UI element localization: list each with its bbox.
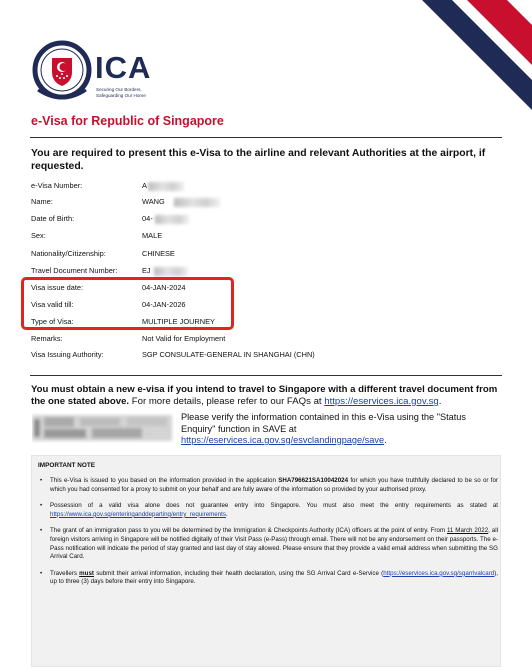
faq-link[interactable]: https://eservices.ica.gov.sg [324,396,439,407]
qr-code-redacted [32,413,177,443]
bullet-icon: • [40,502,43,510]
present-notice: You are required to present this e-Visa to the airline and relevant Authorities at the airport, if requested. [31,148,486,172]
note-text: Travellers [50,569,80,577]
detail-value: MULTIPLE JOURNEY [142,317,215,326]
sg-arrival-card-link[interactable]: https://eservices.ica.gov.sg/sgarrivalcard [383,569,495,577]
detail-value: WANG [142,197,165,206]
detail-label: Remarks: [31,334,63,343]
detail-value: A [142,181,147,190]
detail-value: CHINESE [142,249,175,258]
detail-value: EJ [142,266,151,275]
verify-notice [181,412,501,447]
redaction-blur [148,182,184,191]
brand-tagline [96,87,176,99]
divider-top [30,137,502,138]
detail-label: Sex: [31,231,46,240]
list-item [38,502,498,519]
document-title: e-Visa for Republic of Singapore [31,114,224,128]
important-note-list [38,477,498,595]
entry-requirements-link[interactable]: https://www.ica.gov.sg/enteringanddeparting/entry_requirements [50,510,226,518]
brand-logo-text: ICA [95,50,152,85]
detail-label: Date of Birth: [31,214,75,223]
must-emphasis: must [79,569,94,577]
list-item [38,570,498,587]
list-item [38,527,498,561]
divider-middle [30,375,502,376]
verify-end: . [384,435,387,445]
important-note-box [31,455,501,667]
detail-value: MALE [142,231,163,240]
detail-label: Visa issue date: [31,283,84,292]
bullet-icon: • [40,477,43,484]
tagline-line-2: Safeguarding Our Home [96,93,146,98]
note-text: submit their arrival information, including their health declaration, using the SG Arrival Card e-Service ( [93,569,384,577]
detail-value: 04- [142,214,153,223]
tagline-line-1: Securing Our Borders, [96,87,142,92]
note-text: ), up to three (3) days before their entry into Singapore. [50,569,498,586]
list-item [38,477,498,494]
important-note-title: IMPORTANT NOTE [38,462,96,469]
detail-value: 04-JAN-2024 [142,283,186,292]
detail-label: e-Visa Number: [31,181,83,190]
new-visa-text: For more details, please refer to our FAQs at [129,396,325,407]
detail-value: 04-JAN-2026 [142,300,186,309]
note-text: The grant of an immigration pass to you will be determined by the Immigration & Checkpoints Authority (ICA) officers at the point of entry. From [50,527,447,535]
detail-label: Visa Issuing Authority: [31,350,104,359]
verify-text: Please verify the information contained in this e-Visa using the "Status Enquiry" function in SAVE at [181,412,467,434]
note-text: This e-Visa is issued to you based on the information provided in the application [50,477,279,484]
new-visa-end: . [438,396,442,407]
note-text: Possession of a valid visa alone does not guarantee entry into Singapore. You must also meet the entry requirements as stated at [50,502,498,510]
detail-label: Type of Visa: [31,317,74,326]
note-text: , all foreign visitors arriving in Singapore will be notified digitally of their Visit Pass (e-Pass) through email. There will not be any endorsement on their passports. The e-Pass notification will indicate the period of stay granted and last day of stay allowed. Please ensure that they provide a valid email address when submitting the SG Arrival Card. [50,527,498,561]
bullet-icon: • [40,527,43,535]
detail-label: Visa valid till: [31,300,74,309]
application-reference: SHA796621SA10042024 [278,477,349,484]
detail-value: Not Valid for Employment [142,334,226,343]
corner-decoration [412,0,532,110]
save-link[interactable]: https://eservices.ica.gov.sg/esvclandingpage/save [181,435,385,445]
new-visa-bold-text: You must obtain a new e-visa if you intend to travel to Singapore with a different travel document from the one stated above. [31,384,498,407]
new-visa-notice [31,384,501,408]
highlight-box [21,277,234,330]
redaction-blur [154,267,188,276]
detail-label: Travel Document Number: [31,266,118,275]
redaction-blur [155,215,189,224]
detail-label: Nationality/Citizenship: [31,249,106,258]
note-text: . [225,510,228,518]
epass-date: 11 March 2022 [446,527,489,535]
detail-value: SGP CONSULATE-GENERAL IN SHANGHAI (CHN) [142,350,315,359]
detail-label: Name: [31,197,53,206]
redaction-blur [174,198,220,207]
note-text: for which you have truthfully declared to be so or for which you had consented for a proxy to submit on your behalf and are fully aware of the information so provided by your authorised proxy. [50,477,498,493]
bullet-icon: • [40,569,43,577]
